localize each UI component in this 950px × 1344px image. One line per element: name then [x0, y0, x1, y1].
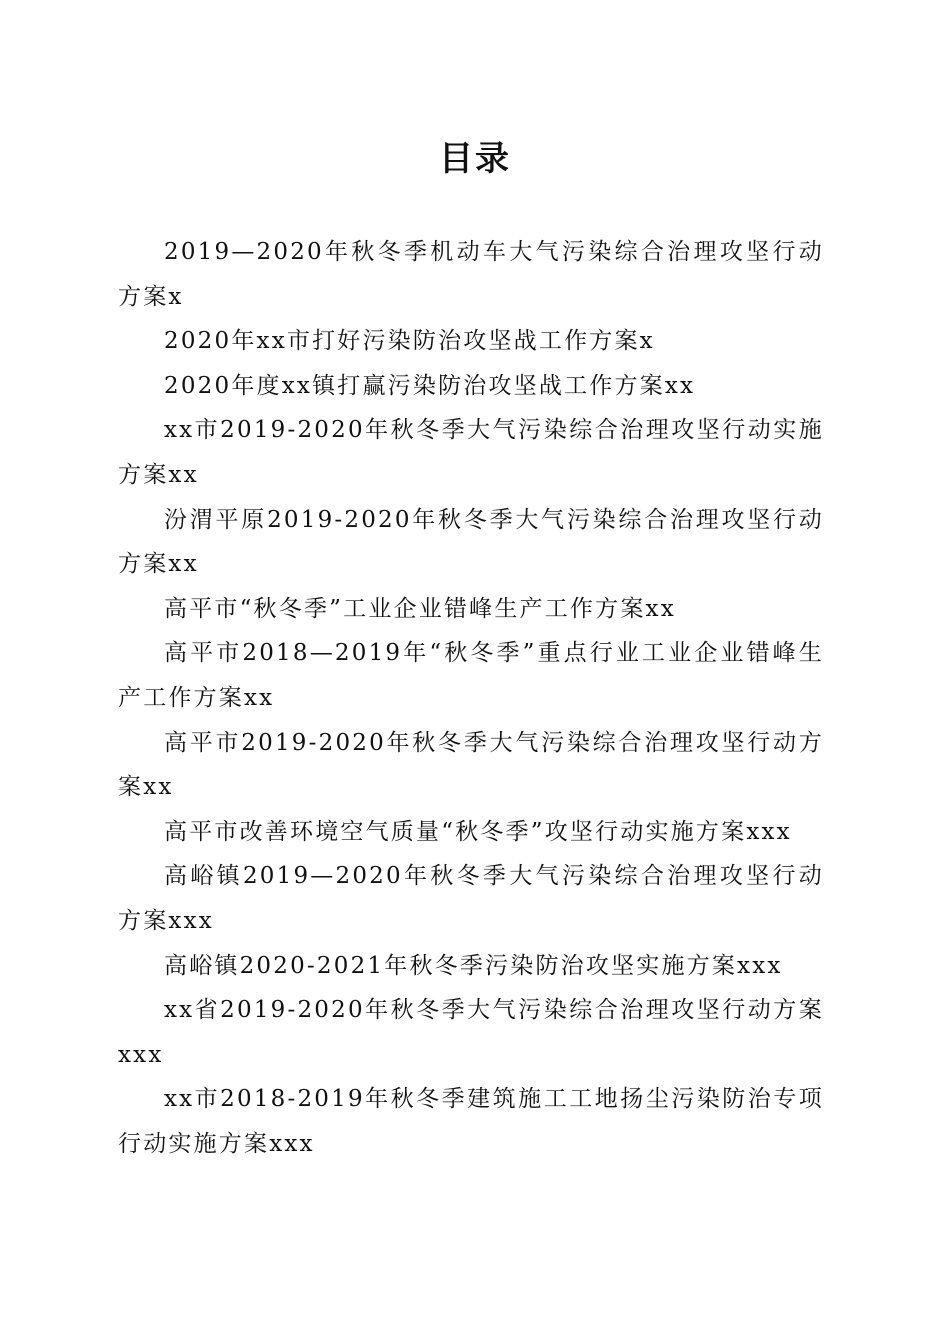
toc-item[interactable]: 高平市2019-2020年秋冬季大气污染综合治理攻坚行动方案xx — [118, 729, 824, 801]
toc-item[interactable]: 2020年xx市打好污染防治攻坚战工作方案x — [164, 328, 655, 355]
toc-item[interactable]: 高峪镇2019—2020年秋冬季大气污染综合治理攻坚行动方案xxx — [118, 863, 824, 934]
toc-item[interactable]: 高平市2018—2019年“秋冬季”重点行业工业企业错峰生产工作方案xx — [118, 640, 824, 711]
page-title: 目录 — [439, 139, 511, 179]
toc-item[interactable]: 2019—2020年秋冬季机动车大气污染综合治理攻坚行动方案x — [118, 239, 824, 310]
toc-item[interactable]: 高峪镇2020-2021年秋冬季污染防治攻坚实施方案xxx — [164, 952, 783, 979]
toc-item[interactable]: xx市2019-2020年秋冬季大气污染综合治理攻坚行动实施方案xx — [118, 417, 824, 488]
toc-item[interactable]: 汾渭平原2019-2020年秋冬季大气污染综合治理攻坚行动方案xx — [118, 506, 824, 578]
toc-item[interactable]: 高平市改善环境空气质量“秋冬季”攻坚行动实施方案xxx — [164, 818, 792, 845]
toc-item[interactable]: 高平市“秋冬季”工业企业错峰生产工作方案xx — [164, 595, 676, 622]
toc-item[interactable]: xx省2019-2020年秋冬季大气污染综合治理攻坚行动方案xxx — [118, 997, 824, 1068]
table-of-contents — [118, 230, 824, 1166]
toc-item[interactable]: 2020年度xx镇打赢污染防治攻坚战工作方案xx — [164, 372, 696, 399]
toc-item[interactable]: xx市2018-2019年秋冬季建筑施工工地扬尘污染防治专项行动实施方案xxx — [118, 1086, 824, 1157]
